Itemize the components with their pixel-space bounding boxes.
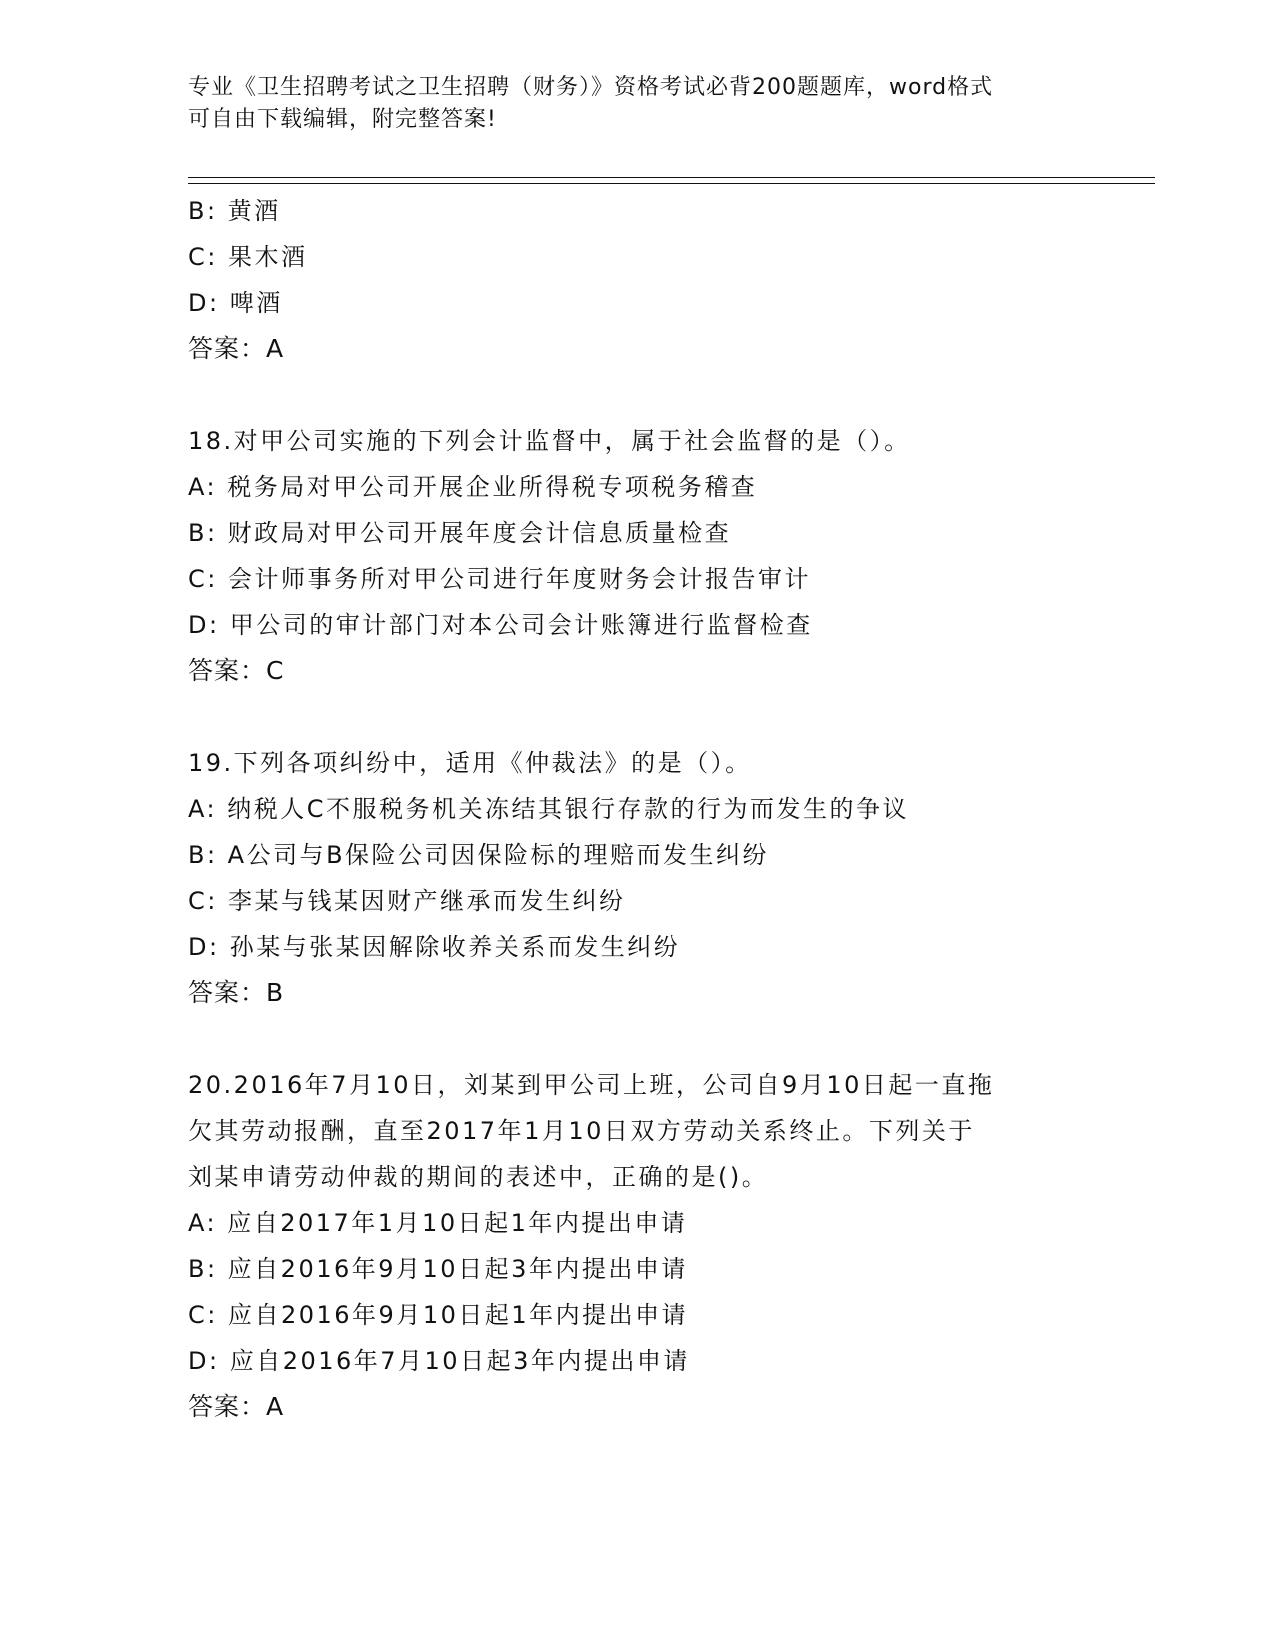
question-18: [188, 418, 1088, 694]
answer: 答案：A: [188, 1392, 285, 1421]
option-b: B: 黄酒: [188, 197, 281, 225]
option-d: D: 孙某与张某因解除收养关系而发生纠纷: [188, 933, 681, 961]
spacer: [188, 372, 1088, 418]
spacer: [188, 694, 1088, 740]
option-b: B: A公司与B保险公司因保险标的理赔而发生纠纷: [188, 841, 770, 869]
option-c: C: 李某与钱某因财产继承而发生纠纷: [188, 887, 626, 915]
option-a: A: 纳税人C不服税务机关冻结其银行存款的行为而发生的争议: [188, 795, 909, 823]
option-b: B: 应自2016年9月10日起3年内提出申请: [188, 1255, 688, 1283]
option-d: D: 啤酒: [188, 289, 283, 317]
answer: 答案：B: [188, 978, 285, 1007]
question-20: [188, 1062, 1088, 1430]
answer: 答案：C: [188, 656, 285, 685]
header-divider-top: [188, 177, 1155, 178]
question-stem-line-1: 20.2016年7月10日，刘某到甲公司上班，公司自9月10日起一直拖: [188, 1071, 995, 1099]
question-stem-line-2: 欠其劳动报酬，直至2017年1月10日双方劳动关系终止。下列关于: [188, 1117, 975, 1145]
question-17-tail: [188, 188, 1088, 372]
option-d: D: 应自2016年7月10日起3年内提出申请: [188, 1347, 690, 1375]
question-stem: 18.对甲公司实施的下列会计监督中，属于社会监督的是（）。: [188, 427, 911, 455]
option-c: C: 会计师事务所对甲公司进行年度财务会计报告审计: [188, 565, 811, 593]
option-c: C: 应自2016年9月10日起1年内提出申请: [188, 1301, 689, 1329]
header-line-1: 专业《卫生招聘考试之卫生招聘（财务）》资格考试必背200题题库，word格式: [188, 75, 994, 100]
option-b: B: 财政局对甲公司开展年度会计信息质量检查: [188, 519, 732, 547]
answer: 答案：A: [188, 334, 285, 363]
option-c: C: 果木酒: [188, 243, 308, 271]
question-stem-line-3: 刘某申请劳动仲裁的期间的表述中，正确的是()。: [188, 1163, 769, 1191]
option-a: A: 税务局对甲公司开展企业所得税专项税务稽查: [188, 473, 758, 501]
option-a: A: 应自2017年1月10日起1年内提出申请: [188, 1209, 688, 1237]
document-header: [188, 72, 1088, 136]
spacer: [188, 1016, 1088, 1062]
option-d: D: 甲公司的审计部门对本公司会计账簿进行监督检查: [188, 611, 813, 639]
header-divider-bottom: [188, 183, 1155, 184]
question-19: [188, 740, 1088, 1016]
header-line-2: 可自由下载编辑，附完整答案!: [188, 107, 497, 132]
question-stem: 19.下列各项纠纷中，适用《仲裁法》的是（）。: [188, 749, 752, 777]
question-list: [188, 188, 1088, 1430]
